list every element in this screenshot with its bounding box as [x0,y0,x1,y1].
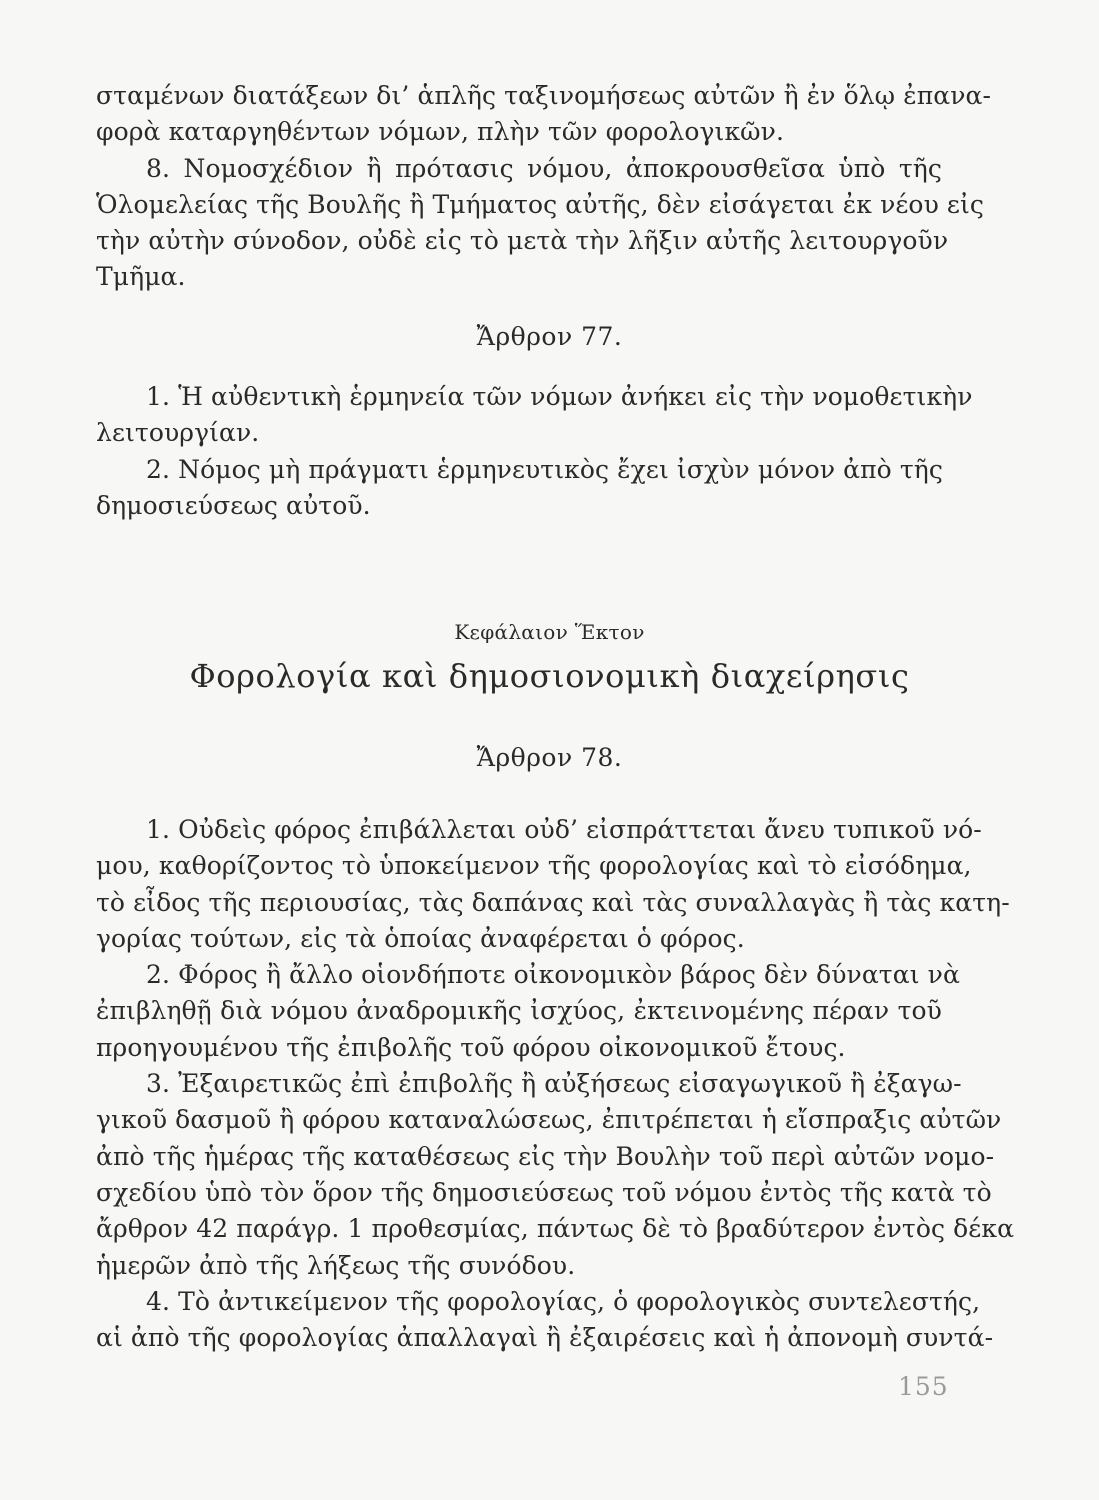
text-line: ἄρθρον 42 παράγρ. 1 προθεσμίας, πάντως δὲ τὸ βραδύτερον ἐντὸς δέκα [96,1214,1015,1244]
text-line: γικοῦ δασμοῦ ἢ φόρου καταναλώσεως, ἐπιτρέπεται ἡ εἴσπραξις αὐτῶν [96,1105,1002,1135]
text-line: 2. Φόρος ἢ ἄλλο οἱονδήποτε οἰκονομικὸν βάρος δὲν δύναται νὰ [146,960,960,990]
article-77-heading: Ἄρθρον 77. [476,322,623,351]
text-line: 1. Οὐδεὶς φόρος ἐπιβάλλεται οὐδ’ εἰσπράττεται ἄνευ τυπικοῦ νό- [146,815,982,844]
text-line: τὴν αὐτὴν σύνοδον, οὐδὲ εἰς τὸ μετὰ τὴν λῆξιν αὐτῆς λειτουργοῦν [96,226,949,256]
chapter-title: Φορολογία καὶ δημοσιονομικὴ διαχείρησις [189,657,910,695]
text-line: ἡμερῶν ἀπὸ τῆς λήξεως τῆς συνόδου. [96,1250,576,1280]
text-line: γορίας τούτων, εἰς τὰ ὁποίας ἀναφέρεται ὁ φόρος. [96,923,745,953]
text-line: 4. Τὸ ἀντικείμενον τῆς φορολογίας, ὁ φορολογικὸς συντελεστής, [146,1286,981,1316]
page-number: 155 [898,1372,949,1401]
text-line: προηγουμένου τῆς ἐπιβολῆς τοῦ φόρου οἰκονομικοῦ ἔτους. [96,1032,846,1062]
text-line: δημοσιεύσεως αὐτοῦ. [96,490,371,520]
article-78-body [96,812,1015,1356]
text-line: ἐπιβληθῇ διὰ νόμου ἀναδρομικῆς ἰσχύος, ἐκτεινομένης πέραν τοῦ [96,996,942,1026]
text-line: 2. Νόμος μὴ πράγματι ἑρμηνευτικὸς ἔχει ἰσχὺν μόνον ἀπὸ τῆς [146,454,943,484]
article-77-body [96,379,973,524]
text-line: μου, καθορίζοντος τὸ ὑποκείμενον τῆς φορολογίας καὶ τὸ εἰσόδημα, [96,851,972,881]
text-line: σχεδίου ὑπὸ τὸν ὅρον τῆς δημοσιεύσεως τοῦ νόμου ἐντὸς τῆς κατὰ τὸ [96,1177,992,1207]
text-line: τὸ εἶδος τῆς περιουσίας, τὰς δαπάνας καὶ τὰς συναλλαγὰς ἢ τὰς κατη- [96,887,1010,917]
top-text-block [96,78,992,296]
text-line: αἱ ἀπὸ τῆς φορολογίας ἀπαλλαγαὶ ἢ ἐξαιρέσεις καὶ ἡ ἀπονομὴ συντά- [96,1323,994,1353]
chapter-label: Κεφάλαιον Ἕκτον [454,620,645,644]
text-line: Τμῆμα. [96,262,186,292]
text-line: ἀπὸ τῆς ἡμέρας τῆς καταθέσεως εἰς τὴν Βουλὴν τοῦ περὶ αὐτῶν νομο- [96,1141,995,1171]
text-line: 3. Ἐξαιρετικῶς ἐπὶ ἐπιβολῆς ἢ αὐξήσεως εἰσαγωγικοῦ ἢ ἐξαγω- [146,1069,962,1099]
text-line: φορὰ καταργηθέντων νόμων, πλὴν τῶν φορολογικῶν. [96,117,785,147]
text-line: σταμένων διατάξεων δι’ ἁπλῆς ταξινομήσεως αὐτῶν ἢ ἐν ὅλῳ ἐπανα- [96,81,992,110]
article-78-heading: Ἄρθρον 78. [476,743,623,772]
text-line: λειτουργίαν. [96,418,260,448]
text-line: Ὁλομελείας τῆς Βουλῆς ἢ Τμήματος αὐτῆς, δὲν εἰσάγεται ἐκ νέου εἰς [96,189,984,219]
text-line: 8. Νομοσχέδιον ἢ πρότασις νόμου, ἀποκρουσθεῖσα ὑπὸ τῆς [146,153,942,183]
text-line: 1. Ἡ αὐθεντικὴ ἑρμηνεία τῶν νόμων ἀνήκει εἰς τὴν νομοθετικὴν [146,382,973,411]
